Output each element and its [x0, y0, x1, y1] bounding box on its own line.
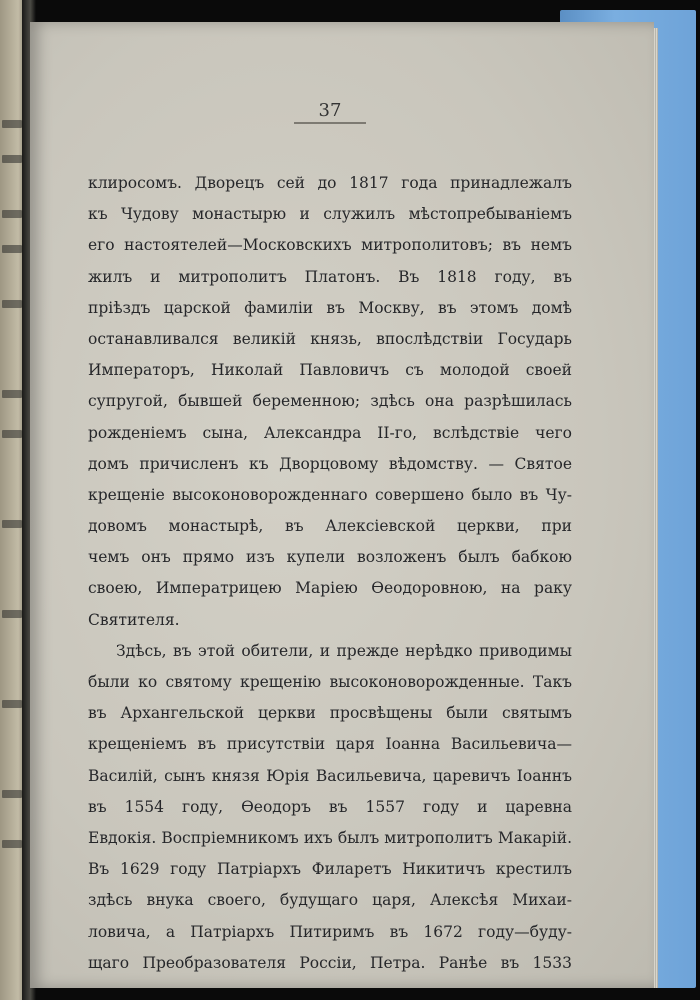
text-line: въ Архангельской церкви просвѣщены были святымъ — [88, 704, 572, 723]
text-line: жилъ и митрополитъ Платонъ. Въ 1818 году, въ — [88, 267, 572, 286]
text-line: ловича, а Патріархъ Питиримъ въ 1672 году—буду- — [88, 922, 572, 941]
text-line: чемъ онъ прямо изъ купели возложенъ былъ бабкою — [88, 548, 572, 567]
text-line: Въ 1629 году Патріархъ Филаретъ Никитичъ крестилъ — [88, 860, 572, 879]
facing-page-text-fragment — [2, 840, 22, 848]
text-line: Здѣсь, въ этой обители, и прежде нерѣдко приводимы — [116, 641, 572, 660]
text-line: Императоръ, Николай Павловичъ съ молодой своей — [88, 361, 572, 380]
text-line: супругой, бывшей беременною; здѣсь она разрѣшилась — [88, 392, 572, 411]
facing-page-text-fragment — [2, 520, 22, 528]
page-number: 37 — [318, 100, 342, 121]
text-line: крещеніе высоконоворожденнаго совершено было въ Чу- — [88, 485, 572, 504]
text-line: рожденіемъ сына, Александра II-го, вслѣдствіе чего — [88, 423, 572, 442]
text-line: его настоятелей—Московскихъ митрополитовъ; въ немъ — [88, 236, 572, 255]
text-line: Святителя. — [88, 610, 180, 629]
text-line: здѣсь внука своего, будущаго царя, Алексѣя Михаи- — [88, 891, 572, 910]
facing-page-text-fragment — [2, 700, 22, 708]
text-line: къ Чудову монастырю и служилъ мѣстопребываніемъ — [88, 205, 572, 224]
facing-page-text-fragment — [2, 430, 22, 438]
text-line: Евдокія. Воспріемникомъ ихъ былъ митрополитъ Макарій. — [88, 828, 572, 847]
facing-page-text-fragment — [2, 210, 22, 218]
book-page — [30, 22, 654, 988]
text-line: останавливался великій князь, впослѣдствіи Государь — [88, 329, 572, 348]
facing-page-text-fragment — [2, 245, 22, 253]
text-line: въ 1554 году, Ѳеодоръ въ 1557 году и царевна — [88, 797, 572, 816]
facing-page-text-fragment — [2, 120, 22, 128]
text-line: домъ причисленъ къ Дворцовому вѣдомству. — Святое — [88, 454, 572, 473]
text-line: щаго Преобразователя Россіи, Петра. Ранѣе въ 1533 — [88, 953, 572, 972]
facing-page-text-fragment — [2, 300, 22, 308]
facing-page-text-fragment — [2, 155, 22, 163]
text-line: были ко святому крещенію высоконоворожденные. Такъ — [88, 673, 572, 691]
page-text — [88, 168, 572, 979]
text-line: своею, Императрицею Маріею Ѳеодоровною, на раку — [88, 579, 572, 598]
text-line: Василій, сынъ князя Юрія Васильевича, царевичъ Іоаннъ — [88, 766, 572, 785]
paragraph-2 — [88, 636, 572, 979]
facing-page-text-fragment — [2, 610, 22, 618]
paragraph-1 — [88, 168, 572, 636]
text-line: крещеніемъ въ присутствіи царя Іоанна Васильевича— — [88, 735, 572, 754]
text-line: пріѣздъ царской фамиліи въ Москву, въ этомъ домѣ — [88, 298, 572, 317]
facing-page-text-fragment — [2, 790, 22, 798]
facing-page-text-fragment — [2, 390, 22, 398]
page-number-rule — [294, 122, 366, 124]
text-line: клиросомъ. Дворецъ сей до 1817 года принадлежалъ — [88, 174, 572, 192]
text-line: довомъ монастырѣ, въ Алексіевской церкви, при — [88, 517, 572, 536]
